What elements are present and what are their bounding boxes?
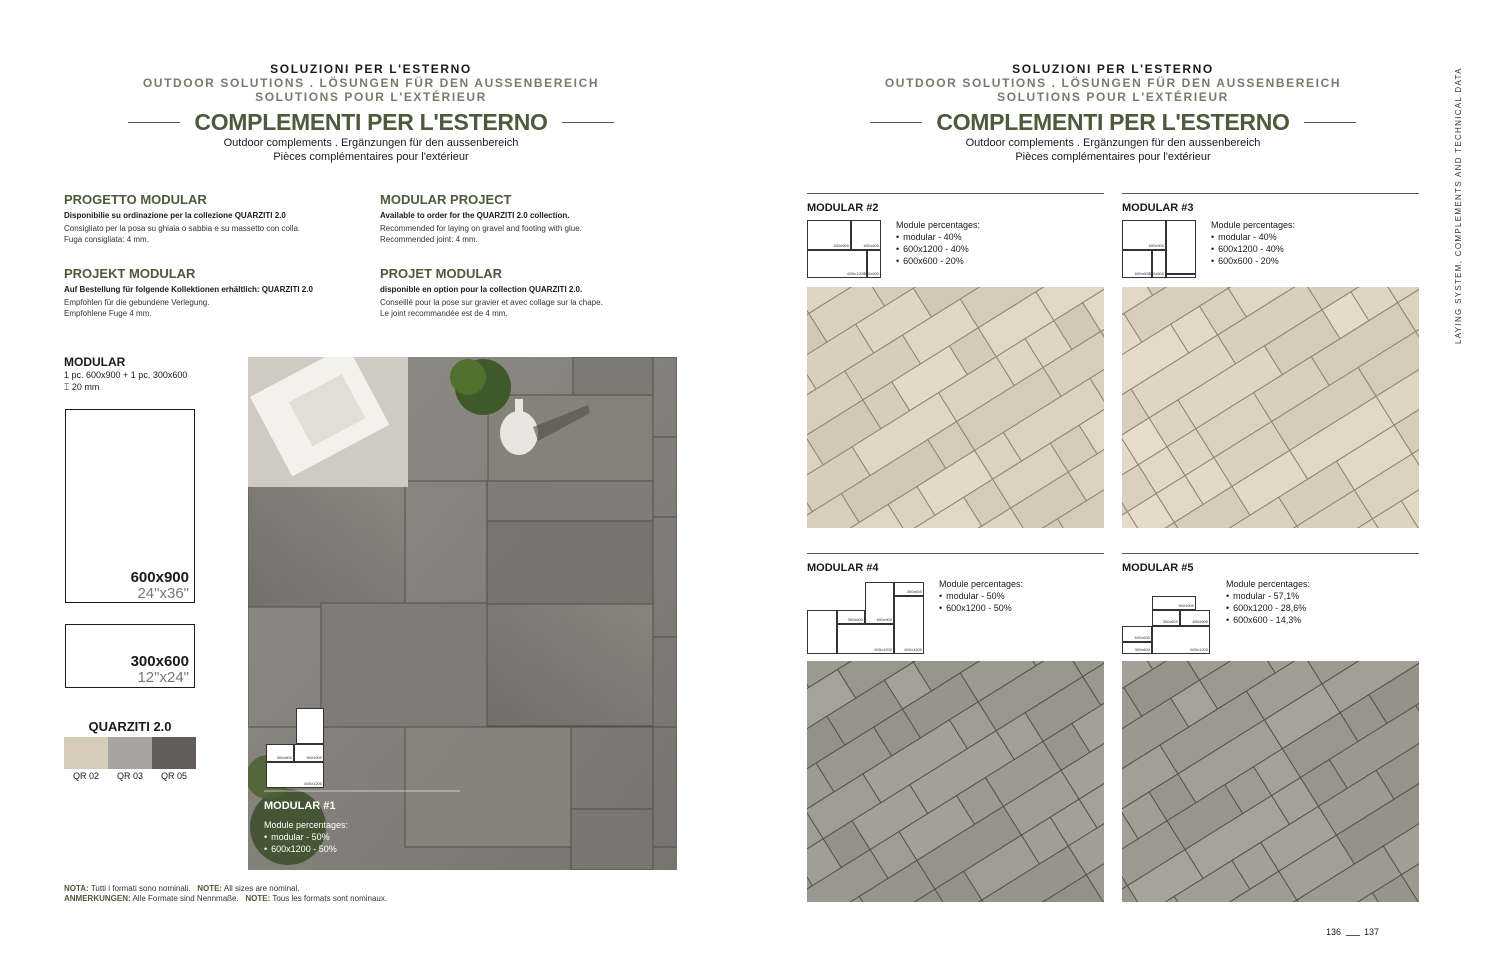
list-item: • modular - 50% bbox=[939, 590, 1023, 602]
size-mm: 300x600 bbox=[130, 653, 189, 670]
diagram-cell bbox=[894, 596, 924, 654]
modular-5-paving-photo bbox=[1122, 661, 1419, 902]
diagram-cell bbox=[807, 220, 851, 250]
diagram-cell bbox=[266, 762, 324, 788]
list-item: • modular - 57,1% bbox=[1226, 590, 1310, 602]
percent-label: Module percentages: bbox=[896, 220, 981, 230]
header-line-it: SOLUZIONI PER L'ESTERNO bbox=[1012, 62, 1214, 76]
swatch-label: QR 02 bbox=[72, 771, 99, 781]
list-item: • modular - 40% bbox=[1211, 231, 1295, 243]
swatch-qr05 bbox=[152, 737, 196, 769]
modular-5-diagram bbox=[1122, 582, 1210, 654]
variant-rule bbox=[807, 553, 1104, 554]
size-inch: 12"x24" bbox=[137, 669, 189, 686]
diagram-cell bbox=[1152, 626, 1210, 654]
swatch-qr02 bbox=[64, 737, 108, 769]
folio-separator bbox=[1346, 935, 1360, 936]
diagram-cell-label: 300x600 bbox=[1148, 271, 1164, 276]
color-swatches bbox=[64, 737, 196, 769]
paving-texture bbox=[807, 287, 1104, 528]
list-item: • 600x1200 - 50% bbox=[939, 602, 1023, 614]
diagram-cell bbox=[894, 582, 924, 596]
modular-5-percentages bbox=[1226, 578, 1310, 626]
collection-title: QUARZITI 2.0 bbox=[88, 719, 172, 734]
modular-1-terrace-photo bbox=[248, 357, 677, 870]
modular-2-diagram bbox=[807, 220, 881, 278]
modular-3-title: MODULAR #3 bbox=[1122, 202, 1194, 214]
modular-4-diagram bbox=[807, 582, 924, 654]
diagram-cell bbox=[1122, 626, 1152, 642]
diagram-cell bbox=[1180, 610, 1210, 626]
list-item: • 600x1200 - 50% bbox=[264, 843, 348, 855]
block-title: PROJEKT MODULAR bbox=[64, 266, 196, 281]
paving-photo-illustration bbox=[248, 357, 677, 870]
diagram-cell bbox=[863, 250, 881, 278]
list-item: • 600x1200 - 40% bbox=[1211, 243, 1295, 255]
percent-label: Module percentages: bbox=[939, 579, 1024, 589]
block-lead: Disponibilie su ordinazione per la collezione QUARZITI 2.0 bbox=[64, 211, 286, 220]
left-page-header bbox=[121, 62, 621, 164]
diagram-cell bbox=[1152, 596, 1196, 610]
modular-1-percent-list bbox=[264, 831, 348, 855]
diagram-cell bbox=[1152, 610, 1180, 626]
diagram-cell bbox=[807, 610, 837, 654]
percent-label: Module percentages: bbox=[1226, 579, 1311, 589]
diagram-cell-label: 600x600 bbox=[1134, 271, 1150, 276]
diagram-cell bbox=[807, 250, 867, 278]
block-text: Recommended for laying on gravel and footing with glue. Recommended joint: 4 mm. bbox=[380, 224, 582, 244]
block-german bbox=[64, 266, 364, 319]
header-title-row bbox=[863, 108, 1363, 136]
modular-3-percentages bbox=[1211, 219, 1295, 267]
header-line-it: SOLUZIONI PER L'ESTERNO bbox=[270, 62, 472, 76]
header-subtitle-1: Outdoor complements . Ergänzungen für den aussenbereich bbox=[223, 137, 519, 149]
paving-texture bbox=[807, 661, 1104, 902]
list-item: • modular - 40% bbox=[896, 231, 980, 243]
diagram-cell-label: 300x600 bbox=[863, 271, 879, 276]
modular-1-title: MODULAR #1 bbox=[264, 800, 336, 812]
swatch-label: QR 03 bbox=[116, 771, 143, 781]
swatch-labels bbox=[64, 771, 196, 781]
block-lead: disponible en option pour la collection QUARZITI 2.0. bbox=[380, 285, 583, 294]
block-text: Conseillé pour la pose sur gravier et avec collage sur la chape. Le joint recommandée est de 4 mm. bbox=[380, 298, 603, 318]
diagram-cell-label: 300x600 bbox=[906, 589, 922, 594]
size-inch: 24"x36" bbox=[137, 585, 189, 602]
header-line-en-de: OUTDOOR SOLUTIONS . LÖSUNGEN FÜR DEN AUSSENBEREICH bbox=[142, 76, 600, 90]
header-subtitle-2: Pièces complémentaires pour l'extérieur bbox=[1015, 151, 1211, 163]
diagram-cell bbox=[865, 582, 894, 624]
diagram-cell bbox=[1122, 250, 1152, 278]
page-title: COMPLEMENTI PER L'ESTERNO bbox=[194, 109, 548, 135]
modular-2-paving-photo bbox=[807, 287, 1104, 528]
modular-4-title: MODULAR #4 bbox=[807, 562, 879, 574]
diagram-cell bbox=[1122, 642, 1152, 654]
diagram-cell bbox=[296, 708, 324, 744]
block-title: MODULAR PROJECT bbox=[380, 192, 512, 207]
diagram-cell-label: 600x900 bbox=[876, 617, 892, 622]
variant-rule bbox=[1122, 193, 1419, 194]
right-page-header bbox=[863, 62, 1363, 164]
modular-1-caption bbox=[264, 800, 348, 855]
size-box-600x900 bbox=[65, 409, 195, 603]
swatch-label: QR 05 bbox=[160, 771, 187, 781]
diagram-cell-label: 300x600 bbox=[276, 755, 292, 760]
diagram-cell bbox=[1148, 250, 1166, 278]
block-english bbox=[380, 192, 680, 245]
list-item: • 600x600 - 20% bbox=[896, 255, 980, 267]
modular-2-title: MODULAR #2 bbox=[807, 202, 879, 214]
list-item: • 600x1200 - 28,6% bbox=[1226, 602, 1310, 614]
diagram-cell-label: 300x600 bbox=[1162, 619, 1178, 624]
diagram-cell-label: 600x600 bbox=[863, 243, 879, 248]
diagram-cell-label: 600x900 bbox=[306, 755, 322, 760]
size-box-300x600 bbox=[65, 624, 195, 688]
modular-sizes-heading bbox=[64, 355, 234, 393]
swatch-qr03 bbox=[108, 737, 152, 769]
diagram-cell-label: 600x900 bbox=[1178, 603, 1194, 608]
diagram-cell bbox=[294, 744, 324, 762]
size-mm: 600x900 bbox=[130, 569, 189, 586]
nominal-size-notes: NOTA: Tutti i formati sono nominali. NOTE: All sizes are nominal. ANMERKUNGEN: Alle Formate sind Nennmaße. NOTE: Tous les formats sont nominaux. bbox=[64, 884, 388, 903]
diagram-cell-label: 600x900 bbox=[1192, 619, 1208, 624]
diagram-cell bbox=[1166, 274, 1196, 278]
header-line-fr: SOLUTIONS POUR L'EXTÉRIEUR bbox=[997, 90, 1229, 104]
percent-label: Module percentages: bbox=[1211, 220, 1296, 230]
header-rule-left bbox=[128, 122, 180, 123]
modular-1-diagram bbox=[266, 708, 324, 788]
header-rule-right bbox=[1304, 122, 1356, 123]
diagram-cell-label: 600x1200 bbox=[904, 647, 922, 652]
diagram-cell bbox=[851, 220, 881, 250]
modular-2-percentages bbox=[896, 219, 980, 267]
block-lead: Auf Bestellung für folgende Kollektionen erhältlich: QUARZITI 2.0 bbox=[64, 285, 313, 294]
header-rule-right bbox=[562, 122, 614, 123]
page-number-right: 137 bbox=[1364, 927, 1380, 937]
block-title: PROJET MODULAR bbox=[380, 266, 503, 281]
block-title: PROGETTO MODULAR bbox=[64, 192, 207, 207]
diagram-cell-label: 600x1200 bbox=[874, 647, 892, 652]
variant-rule bbox=[807, 193, 1104, 194]
header-line-en-de: OUTDOOR SOLUTIONS . LÖSUNGEN FÜR DEN AUSSENBEREICH bbox=[884, 76, 1342, 90]
paving-texture bbox=[1122, 661, 1419, 902]
diagram-cell-label: 600x600 bbox=[1134, 635, 1150, 640]
modular-5-title: MODULAR #5 bbox=[1122, 562, 1194, 574]
list-item: • modular - 50% bbox=[264, 831, 348, 843]
header-title-row bbox=[121, 108, 621, 136]
side-section-label: LAYING SYSTEM, COMPLEMENTS AND TECHNICAL DATA bbox=[1454, 67, 1463, 344]
diagram-cell-label: 600x1200 bbox=[304, 781, 322, 786]
page-title: COMPLEMENTI PER L'ESTERNO bbox=[936, 109, 1290, 135]
list-item: • 600x600 - 14,3% bbox=[1226, 614, 1310, 626]
header-subtitle-2: Pièces complémentaires pour l'extérieur bbox=[273, 151, 469, 163]
modular-4-paving-photo bbox=[807, 661, 1104, 902]
list-item: • 600x1200 - 40% bbox=[896, 243, 980, 255]
variant-rule bbox=[1122, 553, 1419, 554]
header-rule-left bbox=[870, 122, 922, 123]
block-text: Consigliato per la posa su ghiaia o sabbia e su massetto con colla. Fuga consigliata: 4 mm. bbox=[64, 224, 301, 244]
paving-texture bbox=[1122, 287, 1419, 528]
diagram-cell bbox=[1166, 220, 1196, 274]
page-number-left: 136 bbox=[1326, 927, 1342, 937]
diagram-cell bbox=[837, 624, 894, 654]
modular-1-percent-label: Module percentages: bbox=[264, 820, 349, 830]
diagram-cell-label: 600x900 bbox=[1148, 243, 1164, 248]
modular-3-diagram bbox=[1122, 220, 1196, 278]
diagram-cell-label: 600x1200 bbox=[1190, 647, 1208, 652]
sizes-title: MODULAR bbox=[64, 355, 126, 369]
block-lead: Available to order for the QUARZITI 2.0 collection. bbox=[380, 211, 570, 220]
diagram-cell bbox=[1122, 220, 1166, 250]
diagram-cell-label: 600x900 bbox=[833, 243, 849, 248]
header-subtitle-1: Outdoor complements . Ergänzungen für den aussenbereich bbox=[965, 137, 1261, 149]
diagram-cell-label: 300x600 bbox=[1134, 647, 1150, 652]
diagram-cell-label: 300x600 bbox=[847, 617, 863, 622]
modular-4-percentages bbox=[939, 578, 1023, 614]
list-item: • 600x600 - 20% bbox=[1211, 255, 1295, 267]
header-line-fr: SOLUTIONS POUR L'EXTÉRIEUR bbox=[255, 90, 487, 104]
modular-3-paving-photo bbox=[1122, 287, 1419, 528]
block-text: Empfohlen für die gebundene Verlegung. Empfohlene Fuge 4 mm. bbox=[64, 298, 210, 318]
sizes-thickness: ⌶ 20 mm bbox=[64, 382, 100, 392]
sizes-pieces: 1 pc. 600x900 + 1 pc. 300x600 bbox=[64, 370, 188, 380]
block-french bbox=[380, 266, 680, 319]
diagram-cell bbox=[837, 610, 865, 624]
block-italian bbox=[64, 192, 364, 245]
diagram-cell-label: 600x1200 bbox=[847, 271, 865, 276]
diagram-cell bbox=[266, 744, 294, 762]
